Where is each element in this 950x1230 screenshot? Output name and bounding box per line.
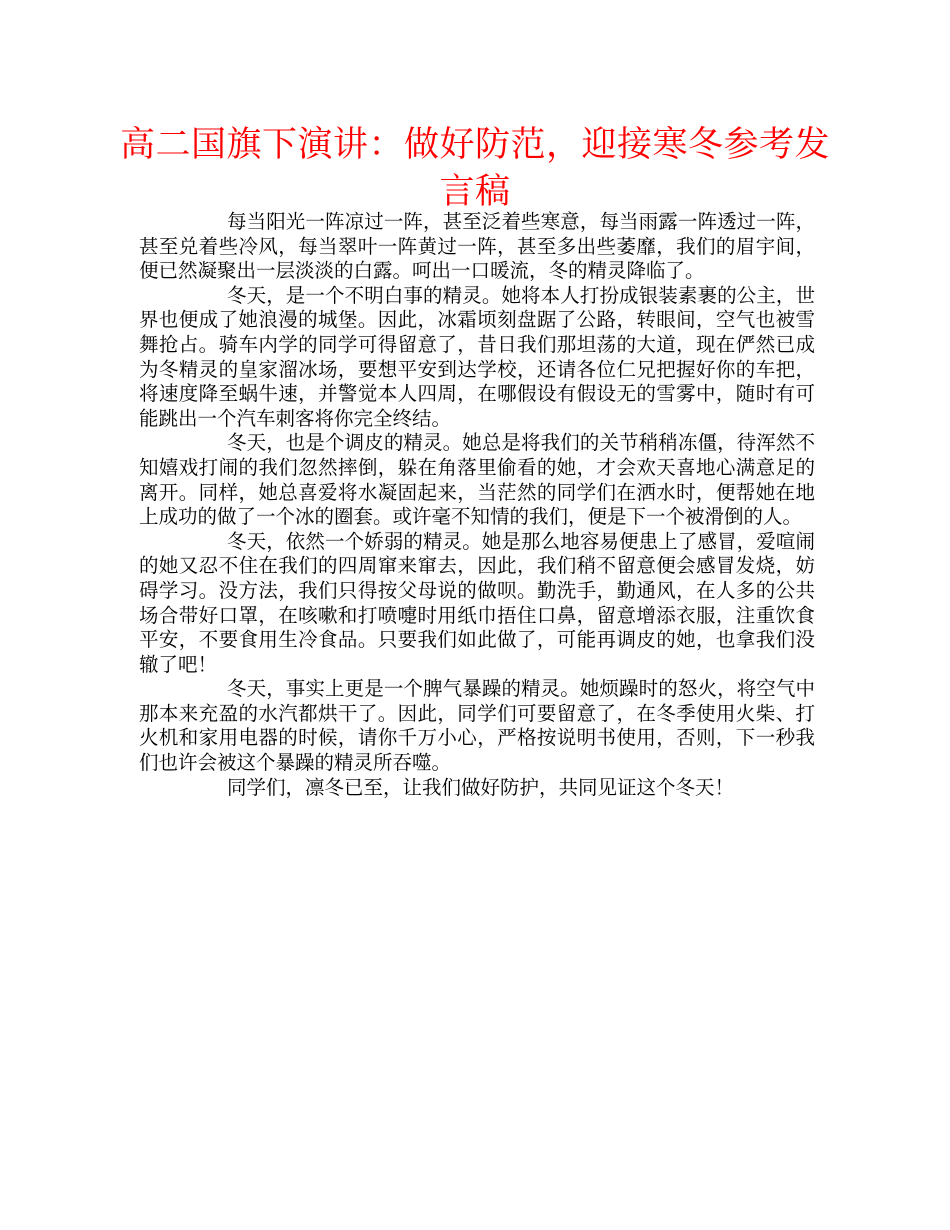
paragraph-5: 冬天，事实上更是一个脾气暴躁的精灵。她烦躁时的怒火，将空气中那本来充盈的水汽都烘干了。因此，同学们可要留意了，在冬季使用火柴、打火机和家用电器的时候，请你千万小心，严格按说明书使用，否则，下一秒我们也许会被这个暴躁的精灵所吞噬。: [139, 677, 815, 775]
paragraph-2: 冬天，是一个不明白事的精灵。她将本人打扮成银装素裹的公主，世界也便成了她浪漫的城堡。因此，冰霜顷刻盘踞了公路，转眼间，空气也被雪舞抢占。骑车内学的同学可得留意了，昔日我们那坦荡的大道，现在俨然已成为冬精灵的皇家溜冰场，要想平安到达学校，还请各位仁兄把握好你的车把，将速度降至蜗牛速，并警觉本人四周，在哪假设有假设无的雪雾中，随时有可能跳出一个汽车刺客将你完全终结。: [139, 283, 815, 430]
document-body: [139, 210, 815, 800]
paragraph-6: 同学们，凛冬已至，让我们做好防护，共同见证这个冬天！: [227, 775, 735, 799]
paragraph-4: 冬天，依然一个娇弱的精灵。她是那么地容易便患上了感冒，爱喧闹的她又忍不住在我们的四周窜来窜去，因此，我们稍不留意便会感冒发烧，妨碍学习。没方法，我们只得按父母说的做呗。勤洗手，勤通风，在人多的公共场合带好口罩，在咳嗽和打喷嚏时用纸巾捂住口鼻，留意增添衣服，注重饮食平安，不要食用生冷食品。只要我们如此做了，可能再调皮的她，也拿我们没辙了吧！: [139, 529, 815, 676]
paragraph-1: 每当阳光一阵凉过一阵，甚至泛着些寒意，每当雨露一阵透过一阵，甚至兑着些冷风，每当翠叶一阵黄过一阵，甚至多出些萎靡，我们的眉宇间，便已然凝聚出一层淡淡的白露。呵出一口暖流，冬的精灵降临了。: [139, 210, 815, 283]
paragraph-3: 冬天，也是个调皮的精灵。她总是将我们的关节稍稍冻僵，待浑然不知嬉戏打闹的我们忽然摔倒，躲在角落里偷看的她，才会欢天喜地心满意足的离开。同样，她总喜爱将水凝固起来，当茫然的同学们在洒水时，便帮她在地上成功的做了一个冰的圈套。或许毫不知情的我们，便是下一个被滑倒的人。: [139, 431, 815, 529]
document-title: 高二国旗下演讲：做好防范，迎接寒冬参考发言稿: [120, 125, 831, 212]
